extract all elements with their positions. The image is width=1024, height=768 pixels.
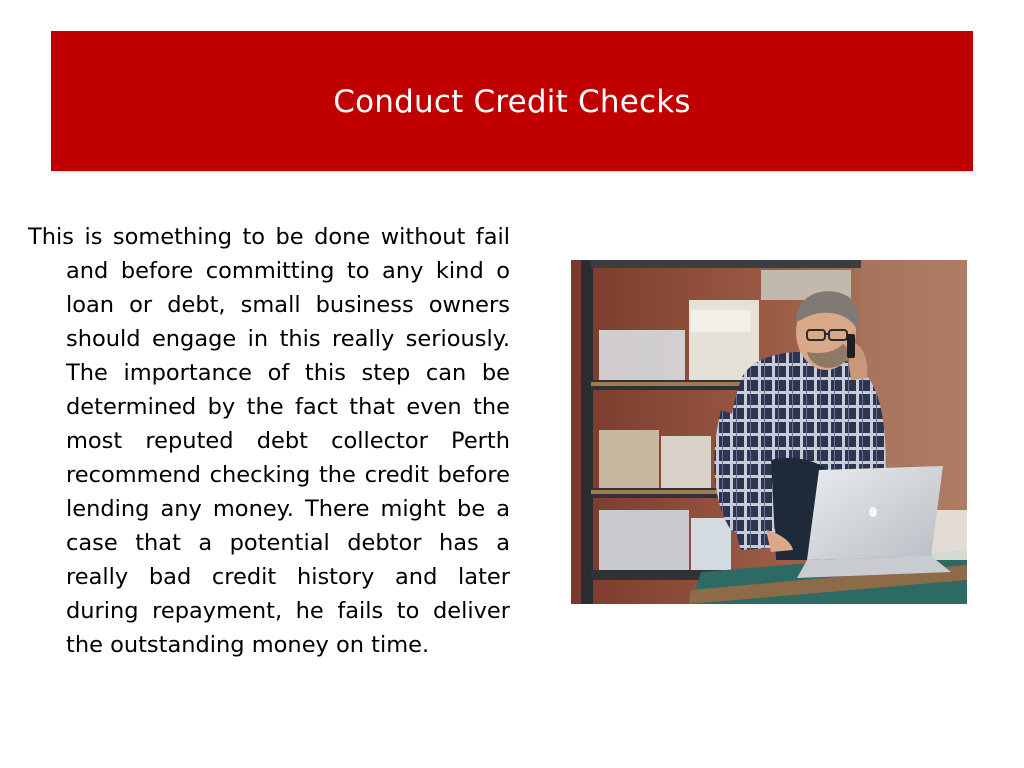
- body-paragraph: This is something to be done without fail and before committing to any kind o loan or debt, small business owners should engage in this really seriously. The importance of this step can be determined by the fact that even the most reputed debt collector Perth recommend checking the credit before lending any money. There might be a case that a potential debtor has a really bad credit history and later during repayment, he fails to deliver the outstanding money on time.: [28, 224, 510, 658]
- title-banner: [51, 31, 973, 171]
- slide-title: Conduct Credit Checks: [333, 84, 691, 120]
- business-owner-photo: [571, 260, 967, 604]
